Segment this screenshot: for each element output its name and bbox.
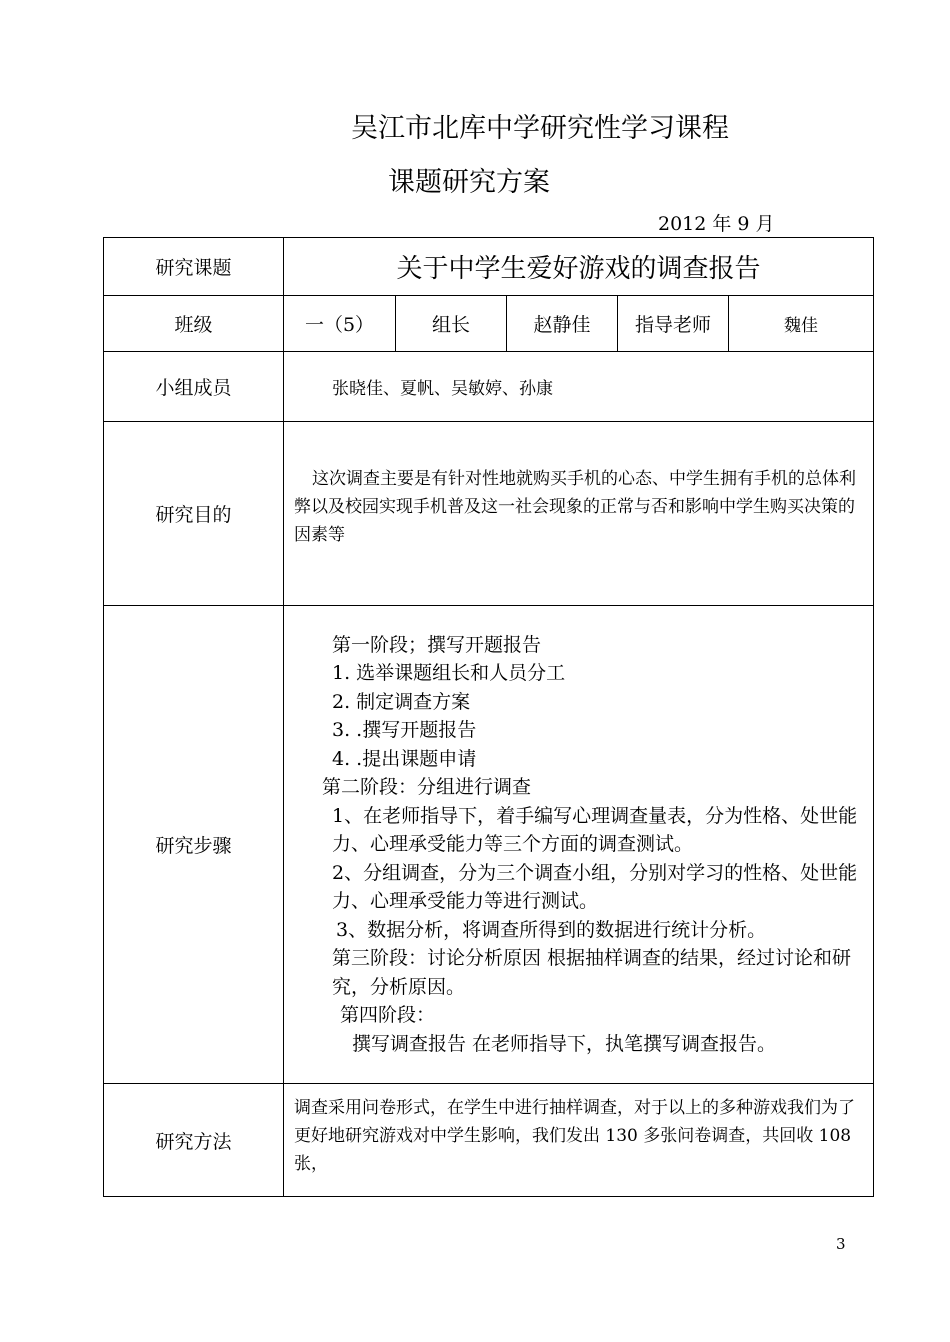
members-value: 张晓佳、夏帆、吴敏婷、孙康 xyxy=(284,352,874,422)
method-value: 调查采用问卷形式，在学生中进行抽样调查，对于以上的多种游戏我们为了更好地研究游戏对中学生影响，我们发出 130 多张问卷调查，共回收 108 张， xyxy=(284,1084,874,1197)
step-line: 3. .撰写开题报告 xyxy=(332,719,477,742)
members-label: 小组成员 xyxy=(104,352,284,422)
purpose-label: 研究目的 xyxy=(104,422,284,606)
step-line: 第二阶段：分组进行调查 xyxy=(322,776,532,799)
class-label: 班级 xyxy=(104,296,284,352)
step-line: 第三阶段：讨论分析原因 根据抽样调查的结果，经过讨论和研究，分析原因。 xyxy=(332,947,852,998)
method-label: 研究方法 xyxy=(104,1084,284,1197)
steps-content xyxy=(284,606,874,1084)
advisor-value: 魏佳 xyxy=(729,296,874,352)
document-subtitle: 课题研究方案 xyxy=(388,167,550,198)
step-line: 2. 制定调查方案 xyxy=(332,690,471,713)
page-number: 3 xyxy=(836,1235,846,1253)
document-date: 2012 年 9 月 xyxy=(658,213,775,235)
purpose-value: 这次调查主要是有针对性地就购买手机的心态、中学生拥有手机的总体利弊以及校园实现手机普及这一社会现象的正常与否和影响中学生购买决策的因素等 xyxy=(284,422,874,606)
steps-label: 研究步骤 xyxy=(104,606,284,1084)
step-line: 撰写调查报告 在老师指导下，执笔撰写调查报告。 xyxy=(352,1032,777,1055)
step-line: 2、分组调查，分为三个调查小组，分别对学习的性格、处世能力、心理承受能力等进行测试。 xyxy=(332,861,858,913)
topic-label: 研究课题 xyxy=(104,238,284,296)
class-value: 一（5） xyxy=(284,296,396,352)
advisor-label: 指导老师 xyxy=(618,296,729,352)
leader-value: 赵静佳 xyxy=(507,296,618,352)
step-line: 4. .提出课题申请 xyxy=(332,747,477,770)
step-line: 3、数据分析，将调查所得到的数据进行统计分析。 xyxy=(336,918,767,941)
document-title: 吴江市北库中学研究性学习课程 xyxy=(351,113,729,144)
step-line: 第四阶段： xyxy=(340,1004,436,1027)
step-line: 第一阶段；撰写开题报告 xyxy=(332,633,542,656)
research-plan-table xyxy=(103,237,874,1197)
step-line: 1. 选举课题组长和人员分工 xyxy=(332,662,566,685)
step-line: 1、在老师指导下，着手编写心理调查量表，分为性格、处世能力、心理承受能力等三个方面的调查测试。 xyxy=(332,804,858,856)
leader-label: 组长 xyxy=(396,296,507,352)
topic-value: 关于中学生爱好游戏的调查报告 xyxy=(284,238,874,296)
